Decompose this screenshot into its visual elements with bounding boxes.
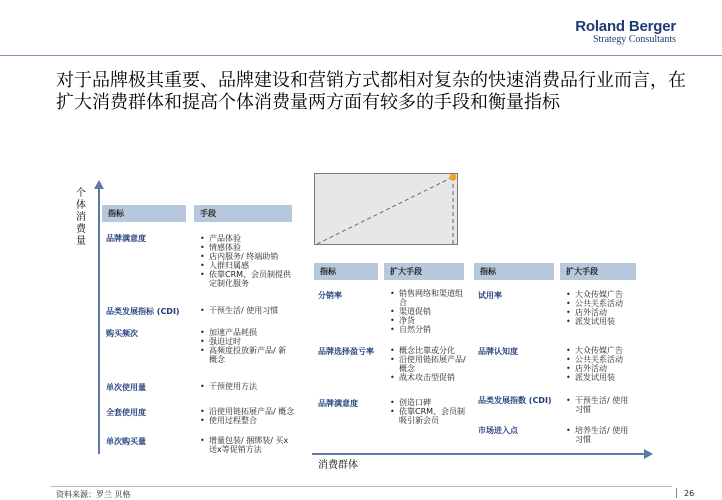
- source-note: 资料来源：罗兰 贝格: [56, 490, 131, 499]
- list-item: • 创造口碑: [390, 398, 468, 407]
- list-item: • 大众传媒广告: [566, 290, 646, 299]
- logo-subtitle: Strategy Consultants: [592, 34, 676, 45]
- slide-title: 对于品牌极其重要、品牌建设和营销方式都相对复杂的快速消费品行业而言，在扩大消费群体和提高个体消费量两方面有较多的手段和衡量指标: [56, 70, 686, 113]
- list-item: • 净货: [390, 316, 468, 325]
- mid-header-means: 扩大手段: [384, 263, 464, 280]
- x-axis-line: [312, 453, 646, 455]
- target-dot-icon: [450, 174, 457, 181]
- list-item: • 公共关系活动: [566, 299, 646, 308]
- list-item: • 店外活动: [566, 308, 646, 317]
- growth-diagram-graphic: [315, 174, 459, 246]
- right-row-means-list: [566, 346, 646, 382]
- list-item: • 干预生活/ 使用习惯: [200, 306, 292, 315]
- left-row-indicator: 购买频次: [106, 329, 138, 338]
- list-item: • 使用过程整合: [200, 416, 300, 425]
- list-item: • 高频度投放新产品/ 新概念: [200, 346, 292, 364]
- growth-diagram: [314, 173, 458, 245]
- left-header-means: 手段: [194, 205, 292, 222]
- left-row-indicator: 单次购买量: [106, 437, 146, 446]
- list-item: • 强迫过时: [200, 337, 292, 346]
- left-row-means-list: [200, 306, 292, 315]
- list-item: • 依靠CRM、会员制吸引新会员: [390, 407, 468, 425]
- list-item: • 公共关系活动: [566, 355, 646, 364]
- right-header-means: 扩大手段: [560, 263, 636, 280]
- right-row-indicator: 品牌认知度: [478, 347, 518, 356]
- mid-row-means-list: [390, 398, 468, 425]
- x-axis-label: 消费群体: [318, 460, 358, 471]
- list-item: • 渠道促销: [390, 307, 468, 316]
- list-item: • 销售网络和渠道组合: [390, 289, 468, 307]
- y-axis-arrow-icon: [94, 180, 104, 189]
- right-row-means-list: [566, 426, 636, 444]
- mid-row-indicator: 品牌满意度: [318, 399, 358, 408]
- list-item: • 人群归属感: [200, 261, 292, 270]
- left-row-means-list: [200, 382, 292, 391]
- left-row-indicator: 品类发展指标 (CDI): [106, 307, 180, 316]
- left-row-indicator: 单次使用量: [106, 383, 146, 392]
- page-number-divider: [676, 488, 677, 498]
- mid-row-means-list: [390, 289, 468, 334]
- list-item: • 自然分销: [390, 325, 468, 334]
- list-item: • 派发试用装: [566, 317, 646, 326]
- y-axis-line: [98, 186, 100, 454]
- logo-wordmark: Roland Berger: [575, 18, 676, 35]
- right-row-means-list: [566, 290, 646, 326]
- right-row-indicator: 市场进入点: [478, 426, 518, 435]
- list-item: • 派发试用装: [566, 373, 646, 382]
- page-number: 26: [684, 489, 695, 498]
- right-row-indicator: 品类发展指数 (CDI): [478, 396, 552, 405]
- list-item: • 干预生活/ 使用习惯: [566, 396, 636, 414]
- list-item: • 干预使用方法: [200, 382, 292, 391]
- left-row-means-list: [200, 436, 290, 454]
- list-item: • 沿使用链拓展产品/ 概念: [200, 407, 300, 416]
- list-item: • 战术攻击型促销: [390, 373, 470, 382]
- list-item: • 沿使用链拓展产品/ 概念: [390, 355, 470, 373]
- list-item: • 产品体验: [200, 234, 292, 243]
- y-axis-label: 个体消费量: [76, 188, 86, 247]
- left-row-means-list: [200, 407, 300, 425]
- list-item: • 依靠CRM、会员制提供定制化服务: [200, 270, 292, 288]
- left-row-means-list: [200, 328, 292, 364]
- left-row-means-list: [200, 234, 292, 288]
- list-item: • 概念比靠或分化: [390, 346, 470, 355]
- left-row-indicator: 品牌满意度: [106, 234, 146, 243]
- list-item: • 加速产品耗损: [200, 328, 292, 337]
- diagonal-dashed-line: [317, 177, 453, 244]
- mid-row-means-list: [390, 346, 470, 382]
- footer-divider: [50, 486, 672, 487]
- mid-header-indicator: 指标: [314, 263, 378, 280]
- right-row-means-list: [566, 396, 636, 414]
- left-row-indicator: 全套使用度: [106, 408, 146, 417]
- x-axis-arrow-icon: [644, 449, 653, 459]
- list-item: • 培养生活/ 使用习惯: [566, 426, 636, 444]
- list-item: • 店外活动: [566, 364, 646, 373]
- list-item: • 增量包装/ 捆绑装/ 买x送x等促销方法: [200, 436, 290, 454]
- header-divider: [0, 55, 722, 56]
- right-header-indicator: 指标: [474, 263, 554, 280]
- list-item: • 情感体验: [200, 243, 292, 252]
- left-header-indicator: 指标: [102, 205, 186, 222]
- mid-row-indicator: 分销率: [318, 291, 342, 300]
- mid-row-indicator: 品牌选择盈亏率: [318, 347, 374, 356]
- right-row-indicator: 试用率: [478, 291, 502, 300]
- list-item: • 大众传媒广告: [566, 346, 646, 355]
- list-item: • 店内服务/ 终端助销: [200, 252, 292, 261]
